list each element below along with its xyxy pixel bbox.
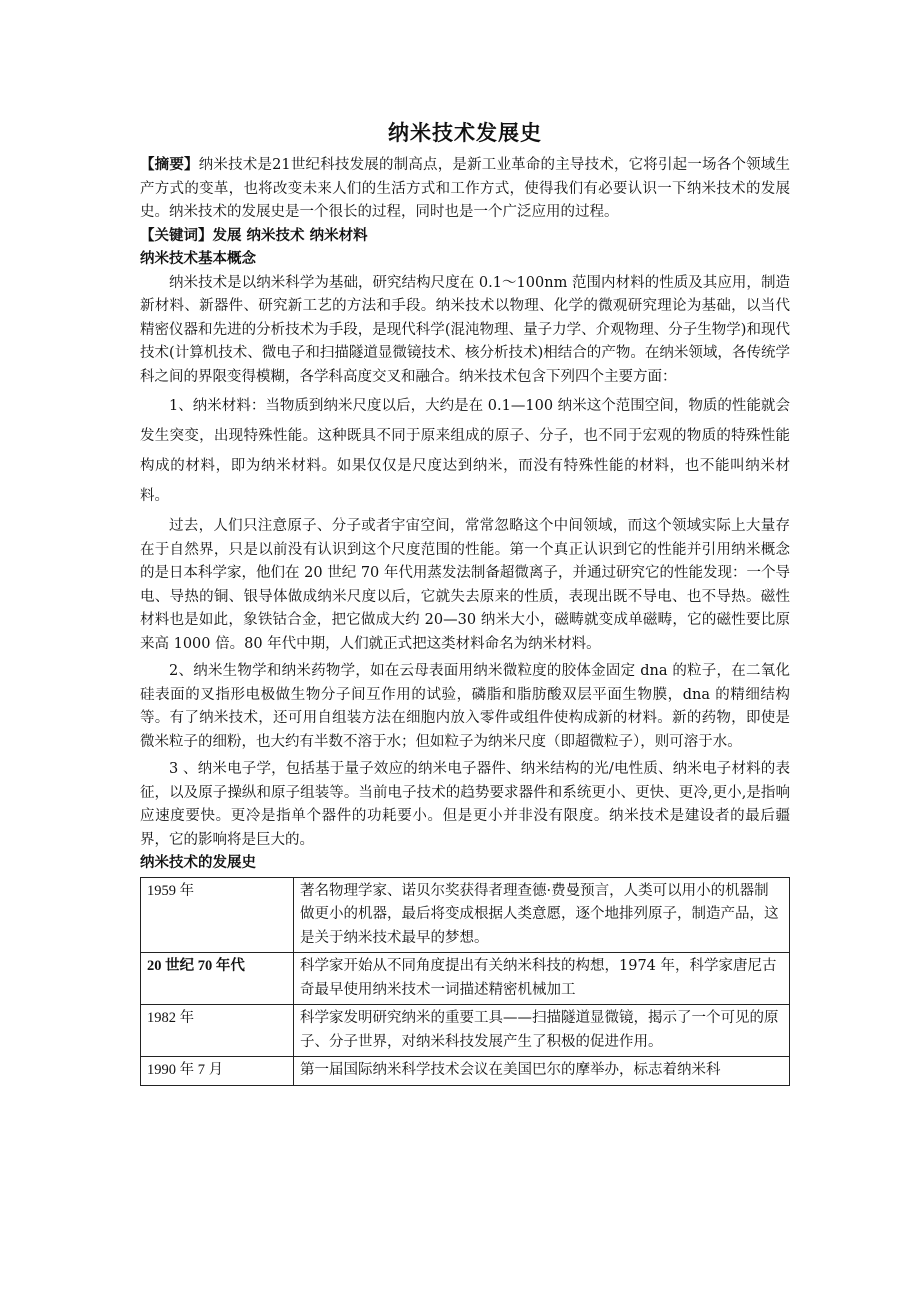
history-year: 1982 年 (141, 1005, 294, 1057)
table-row (141, 1057, 790, 1086)
history-event: 科学家开始从不同角度提出有关纳米科技的构想，1974 年，科学家唐尼古奇最早使用纳米技术一词描述精密机械加工 (294, 953, 790, 1005)
document-page (140, 118, 790, 1086)
item-nano-biology: 2、纳米生物学和纳米药物学，如在云母表面用纳米微粒度的胶体金固定 dna 的粒子，在二氧化硅表面的叉指形电极做生物分子间互作用的试验，磷脂和脂肪酸双层平面生物膜，dna 的精细结构等。有了纳米技术，还可用自组装方法在细胞内放入零件或组件使构成新的材料。新的药物，即使是微米粒子的细粉，也大约有半数不溶于水；但如粒子为纳米尺度（即超微粒子），则可溶于水。 (140, 663, 790, 750)
abstract-paragraph (140, 154, 790, 225)
history-event: 第一届国际纳米科学技术会议在美国巴尔的摩举办，标志着纳米科 (294, 1057, 790, 1086)
history-event: 著名物理学家、诺贝尔奖获得者理查德·费曼预言，人类可以用小的机器制做更小的机器，最后将变成根据人类意愿，逐个地排列原子，制造产品，这是关于纳米技术最早的梦想。 (294, 877, 790, 953)
history-heading: 纳米技术的发展史 (140, 855, 256, 871)
history-table (140, 877, 790, 1086)
history-year: 20 世纪 70 年代 (141, 953, 294, 1005)
table-row (141, 1005, 790, 1057)
document-title: 纳米技术发展史 (388, 121, 542, 145)
history-event: 科学家发明研究纳米的重要工具——扫描隧道显微镜，揭示了一个可见的原子、分子世界，对纳米科技发展产生了积极的促进作用。 (294, 1005, 790, 1057)
abstract-text: 纳米技术是21世纪科技发展的制高点，是新工业革命的主导技术，它将引起一场各个领域生产方式的变革，也将改变未来人们的生活方式和工作方式，使得我们有必要认识一下纳米技术的发展史。纳米技术的发展史是一个很长的过程，同时也是一个广泛应用的过程。 (140, 157, 790, 220)
table-row (141, 877, 790, 953)
history-year: 1959 年 (141, 877, 294, 953)
item-nano-electronics: 3 、纳米电子学，包括基于量子效应的纳米电子器件、纳米结构的光/电性质、纳米电子材料的表征，以及原子操纵和原子组装等。当前电子技术的趋势要求器件和系统更小、更快、更冷,更小,是指响应速度要快。更冷是指单个器件的功耗要小。但是更小并非没有限度。纳米技术是建设者的最后疆界，它的影响将是巨大的。 (140, 761, 790, 848)
concept-heading: 纳米技术基本概念 (140, 251, 256, 267)
item-nano-materials-continued: 过去，人们只注意原子、分子或者宇宙空间，常常忽略这个中间领域，而这个领域实际上大量存在于自然界，只是以前没有认识到这个尺度范围的性能。第一个真正认识到它的性能并引用纳米概念的是日本科学家，他们在 20 世纪 70 年代用蒸发法制备超微离子，并通过研究它的性能发现：一个导电、导热的铜、银导体做成纳米尺度以后，它就失去原来的性质，表现出既不导电、也不导热。磁性材料也是如此，象铁钴合金，把它做成大约 20—30 纳米大小，磁畴就变成单磁畴，它的磁性要比原来高 1000 倍。80 年代中期，人们就正式把这类材料命名为纳米材料。 (140, 518, 790, 652)
history-year: 1990 年 7 月 (141, 1057, 294, 1086)
abstract-label: 【摘要】 (140, 157, 199, 173)
keywords-line: 【关键词】发展 纳米技术 纳米材料 (140, 227, 368, 244)
table-row (141, 953, 790, 1005)
concept-paragraph: 纳米技术是以纳米科学为基础，研究结构尺度在 0.1～100nm 范围内材料的性质及其应用，制造新材料、新器件、研究新工艺的方法和手段。纳米技术以物理、化学的微观研究理论为基础，以当代精密仪器和先进的分析技术为手段，是现代科学(混沌物理、量子力学、介观物理、分子生物学)和现代技术(计算机技术、微电子和扫描隧道显微镜技术、核分析技术)相结合的产物。在纳米领域，各传统学科之间的界限变得模糊，各学科高度交叉和融合。纳米技术包含下列四个主要方面： (140, 274, 790, 385)
item-nano-materials: 1、纳米材料：当物质到纳米尺度以后，大约是在 0.1—100 纳米这个范围空间，物质的性能就会发生突变，出现特殊性能。这种既具不同于原来组成的原子、分子，也不同于宏观的物质的特殊性能构成的材料，即为纳米材料。如果仅仅是尺度达到纳米，而没有特殊性能的材料，也不能叫纳米材料。 (140, 398, 790, 504)
